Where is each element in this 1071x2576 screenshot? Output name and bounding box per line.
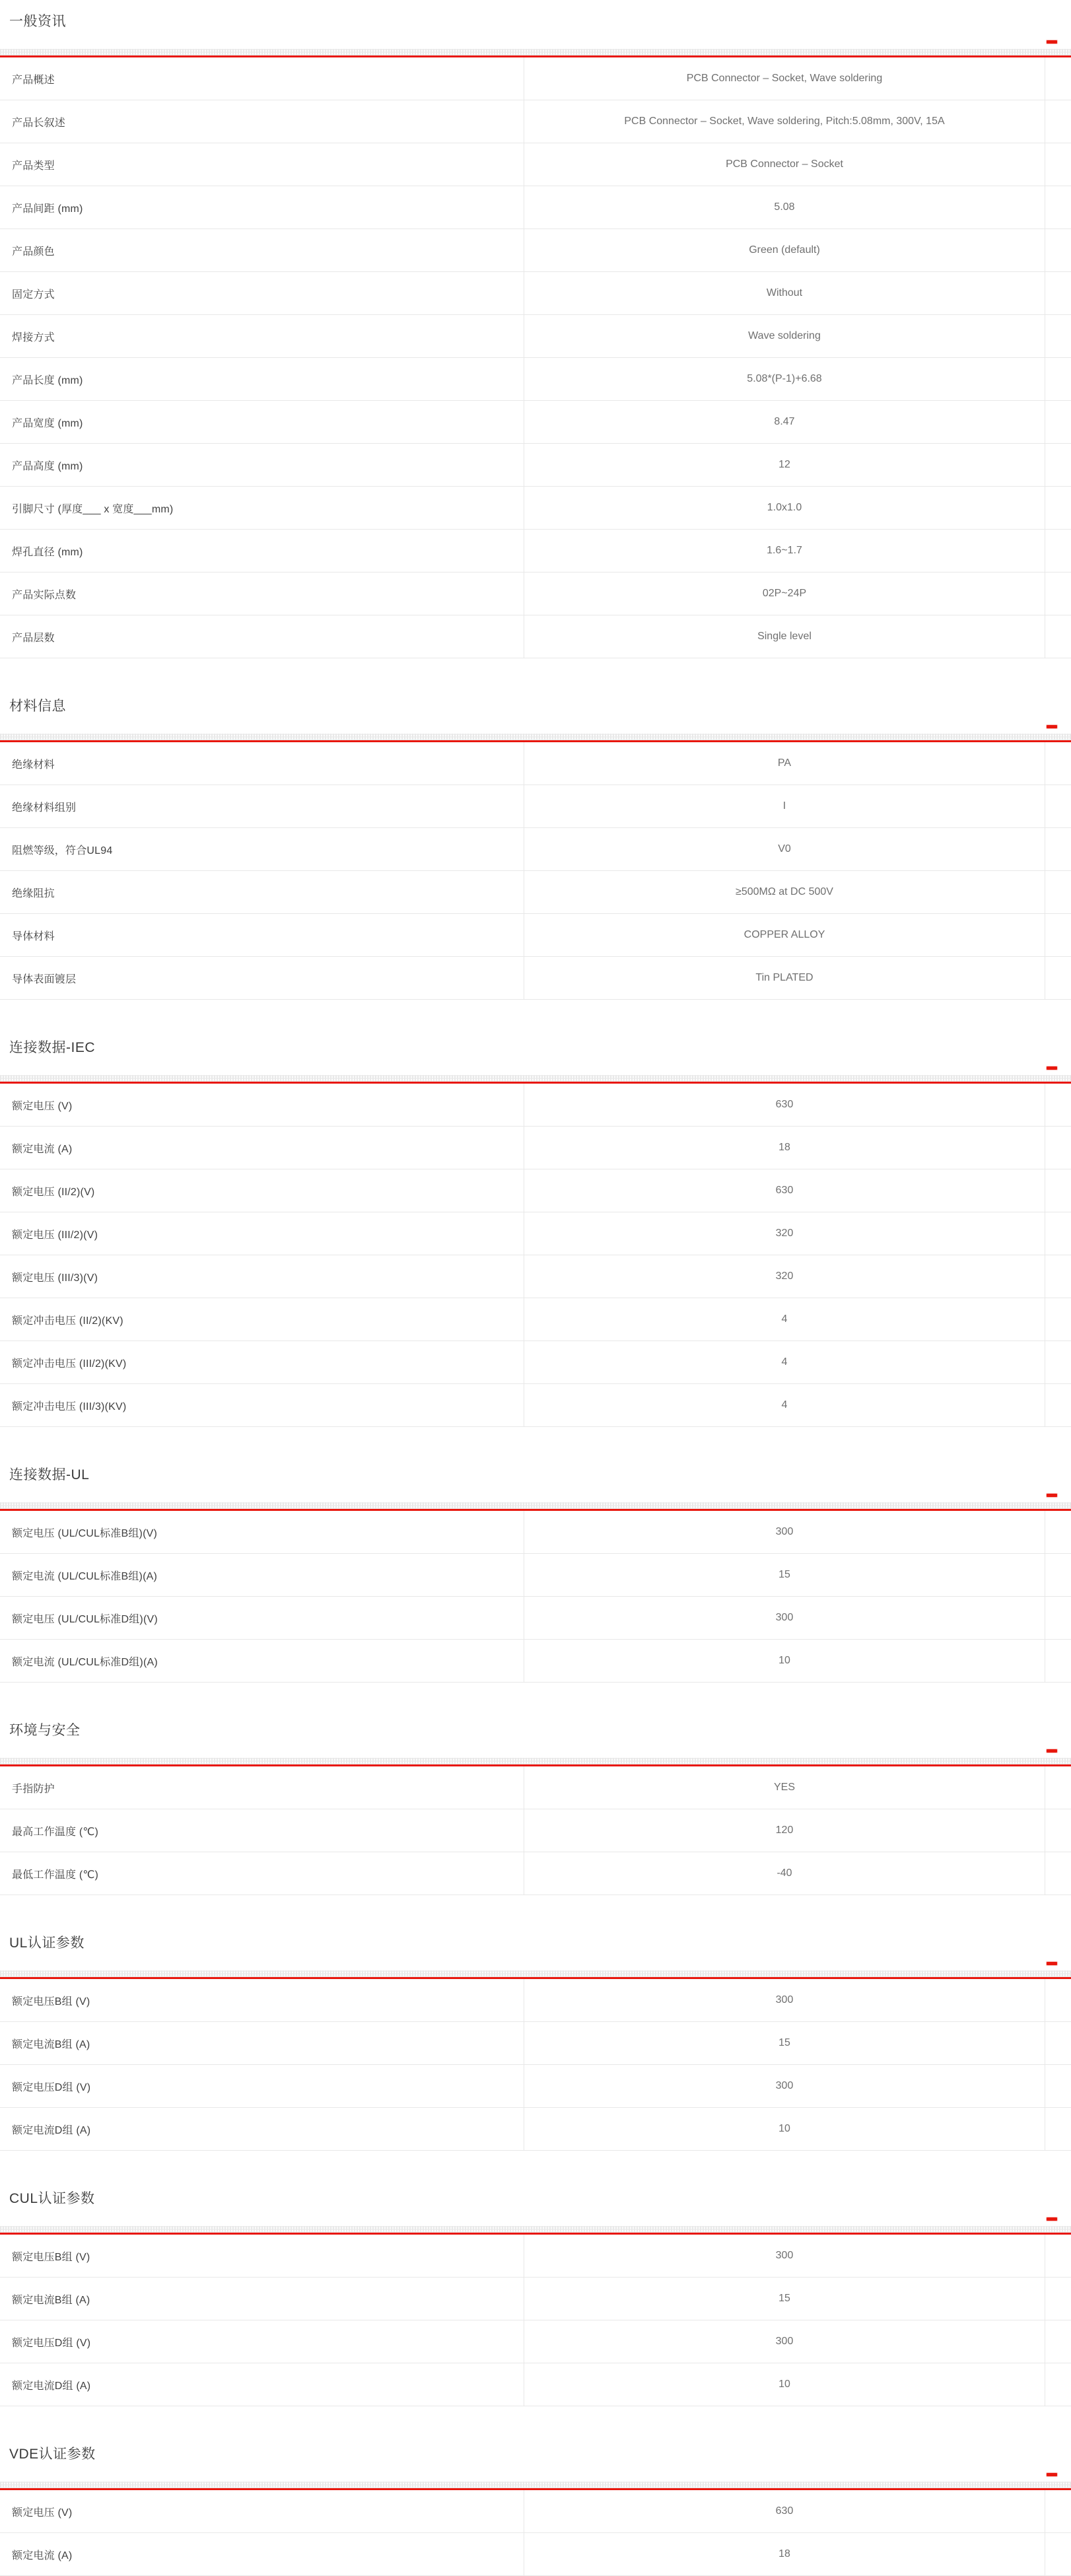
table-row <box>0 2363 1071 2406</box>
collapse-section-button[interactable] <box>1047 1066 1057 1070</box>
spec-table <box>0 2235 1071 2406</box>
section-header <box>0 2443 1071 2482</box>
table-row <box>0 957 1071 1000</box>
row-label: 额定电压D组 (V) <box>0 2320 524 2363</box>
row-value: Single level <box>524 615 1045 658</box>
row-label: 额定电压 (V) <box>0 1084 524 1127</box>
row-value: 320 <box>524 1212 1045 1255</box>
table-row <box>0 186 1071 229</box>
row-spacer <box>1045 143 1071 186</box>
row-value: Green (default) <box>524 229 1045 272</box>
table-row <box>0 871 1071 914</box>
row-spacer <box>1045 2108 1071 2151</box>
row-label: 额定电流 (A) <box>0 2533 524 2576</box>
table-row <box>0 2022 1071 2065</box>
row-label: 产品长度 (mm) <box>0 358 524 401</box>
section-header <box>0 1932 1071 1970</box>
row-value: Wave soldering <box>524 315 1045 358</box>
row-value: Tin PLATED <box>524 957 1045 1000</box>
row-spacer <box>1045 2235 1071 2278</box>
row-label: 额定电压 (V) <box>0 2490 524 2533</box>
row-spacer <box>1045 2065 1071 2108</box>
row-label: 产品长叙述 <box>0 100 524 143</box>
row-label: 额定电压B组 (V) <box>0 2235 524 2278</box>
row-label: 最低工作温度 (℃) <box>0 1852 524 1895</box>
row-label: 额定冲击电压 (III/2)(KV) <box>0 1341 524 1384</box>
table-row <box>0 1766 1071 1809</box>
row-label: 绝缘材料组别 <box>0 785 524 828</box>
spec-table <box>0 2490 1071 2576</box>
table-row <box>0 1084 1071 1127</box>
section-divider-rule <box>0 2482 1071 2490</box>
spec-section <box>0 2188 1071 2406</box>
table-row <box>0 2278 1071 2320</box>
row-label: 额定电压 (III/2)(V) <box>0 1212 524 1255</box>
row-spacer <box>1045 742 1071 785</box>
row-spacer <box>1045 785 1071 828</box>
section-header <box>0 1464 1071 1502</box>
spec-section <box>0 0 1071 658</box>
row-value: 320 <box>524 1255 1045 1298</box>
spec-section <box>0 1932 1071 2151</box>
row-value: -40 <box>524 1852 1045 1895</box>
table-row <box>0 315 1071 358</box>
row-value: 630 <box>524 1084 1045 1127</box>
spec-section <box>0 1464 1071 1683</box>
row-value: 300 <box>524 1597 1045 1640</box>
row-label: 额定冲击电压 (II/2)(KV) <box>0 1298 524 1341</box>
row-spacer <box>1045 1852 1071 1895</box>
row-label: 产品高度 (mm) <box>0 444 524 487</box>
collapse-section-button[interactable] <box>1047 40 1057 44</box>
row-value: 10 <box>524 2363 1045 2406</box>
table-row <box>0 914 1071 957</box>
collapse-section-button[interactable] <box>1047 2217 1057 2221</box>
row-value: 12 <box>524 444 1045 487</box>
row-label: 绝缘阻抗 <box>0 871 524 914</box>
table-row <box>0 1979 1071 2022</box>
row-label: 额定电流D组 (A) <box>0 2108 524 2151</box>
row-value: PCB Connector – Socket, Wave soldering <box>524 57 1045 100</box>
table-row <box>0 1384 1071 1427</box>
row-label: 额定冲击电压 (III/3)(KV) <box>0 1384 524 1427</box>
row-label: 额定电流B组 (A) <box>0 2022 524 2065</box>
table-row <box>0 2108 1071 2151</box>
section-title: 环境与安全 <box>9 1721 1071 1741</box>
row-spacer <box>1045 100 1071 143</box>
row-spacer <box>1045 2320 1071 2363</box>
collapse-section-button[interactable] <box>1047 1749 1057 1753</box>
row-spacer <box>1045 1169 1071 1212</box>
row-value: 4 <box>524 1298 1045 1341</box>
row-value: 5.08 <box>524 186 1045 229</box>
row-label: 导体表面镀层 <box>0 957 524 1000</box>
row-spacer <box>1045 1640 1071 1683</box>
section-divider-rule <box>0 1502 1071 1511</box>
row-label: 焊接方式 <box>0 315 524 358</box>
row-label: 额定电压 (III/3)(V) <box>0 1255 524 1298</box>
collapse-section-button[interactable] <box>1047 1962 1057 1965</box>
row-spacer <box>1045 573 1071 615</box>
row-value: 630 <box>524 2490 1045 2533</box>
row-spacer <box>1045 2278 1071 2320</box>
row-spacer <box>1045 1298 1071 1341</box>
row-spacer <box>1045 2363 1071 2406</box>
row-value: 630 <box>524 1169 1045 1212</box>
row-value: 15 <box>524 2278 1045 2320</box>
row-spacer <box>1045 1341 1071 1384</box>
row-label: 额定电压 (UL/CUL标准D组)(V) <box>0 1597 524 1640</box>
row-label: 固定方式 <box>0 272 524 315</box>
section-title: UL认证参数 <box>9 1933 1071 1953</box>
row-value: I <box>524 785 1045 828</box>
table-row <box>0 1597 1071 1640</box>
section-divider-rule <box>0 1758 1071 1766</box>
table-row <box>0 2490 1071 2533</box>
table-row <box>0 1852 1071 1895</box>
row-spacer <box>1045 1766 1071 1809</box>
row-value: 4 <box>524 1384 1045 1427</box>
row-label: 产品宽度 (mm) <box>0 401 524 444</box>
row-label: 额定电流 (UL/CUL标准B组)(A) <box>0 1554 524 1597</box>
section-header <box>0 2188 1071 2226</box>
row-value: 1.0x1.0 <box>524 487 1045 530</box>
row-spacer <box>1045 2533 1071 2576</box>
row-spacer <box>1045 530 1071 573</box>
row-value: YES <box>524 1766 1045 1809</box>
row-spacer <box>1045 1511 1071 1554</box>
row-value: PCB Connector – Socket <box>524 143 1045 186</box>
row-spacer <box>1045 615 1071 658</box>
section-divider-rule <box>0 1970 1071 1979</box>
spec-table <box>0 1979 1071 2151</box>
row-value: 18 <box>524 1127 1045 1169</box>
spec-section <box>0 695 1071 1000</box>
row-label: 手指防护 <box>0 1766 524 1809</box>
table-row <box>0 1298 1071 1341</box>
section-title: 一般资讯 <box>9 12 1071 32</box>
spec-section <box>0 1037 1071 1427</box>
row-value: 10 <box>524 2108 1045 2151</box>
row-spacer <box>1045 57 1071 100</box>
row-value: 300 <box>524 2065 1045 2108</box>
row-spacer <box>1045 1809 1071 1852</box>
row-spacer <box>1045 401 1071 444</box>
row-spacer <box>1045 2022 1071 2065</box>
row-spacer <box>1045 1212 1071 1255</box>
section-title: VDE认证参数 <box>9 2445 1071 2464</box>
spec-section <box>0 2443 1071 2576</box>
table-row <box>0 828 1071 871</box>
spec-table <box>0 1766 1071 1895</box>
spec-table <box>0 1084 1071 1427</box>
row-value: 10 <box>524 1640 1045 1683</box>
row-value: 02P~24P <box>524 573 1045 615</box>
row-spacer <box>1045 229 1071 272</box>
row-value: 15 <box>524 2022 1045 2065</box>
table-row <box>0 785 1071 828</box>
row-label: 绝缘材料 <box>0 742 524 785</box>
row-label: 额定电流 (UL/CUL标准D组)(A) <box>0 1640 524 1683</box>
collapse-section-button[interactable] <box>1047 2473 1057 2476</box>
row-label: 产品类型 <box>0 143 524 186</box>
table-row <box>0 143 1071 186</box>
row-spacer <box>1045 914 1071 957</box>
table-row <box>0 615 1071 658</box>
section-title: CUL认证参数 <box>9 2189 1071 2209</box>
row-label: 产品间距 (mm) <box>0 186 524 229</box>
row-label: 导体材料 <box>0 914 524 957</box>
collapse-section-button[interactable] <box>1047 1494 1057 1497</box>
row-label: 额定电流D组 (A) <box>0 2363 524 2406</box>
row-value: 5.08*(P-1)+6.68 <box>524 358 1045 401</box>
row-value: 120 <box>524 1809 1045 1852</box>
row-value: ≥500MΩ at DC 500V <box>524 871 1045 914</box>
row-spacer <box>1045 1979 1071 2022</box>
table-row <box>0 1809 1071 1852</box>
row-spacer <box>1045 315 1071 358</box>
row-spacer <box>1045 871 1071 914</box>
row-label: 阻燃等级，符合UL94 <box>0 828 524 871</box>
section-title: 材料信息 <box>9 697 1071 716</box>
row-value: COPPER ALLOY <box>524 914 1045 957</box>
row-spacer <box>1045 358 1071 401</box>
table-row <box>0 530 1071 573</box>
row-value: 4 <box>524 1341 1045 1384</box>
row-spacer <box>1045 828 1071 871</box>
row-value: PA <box>524 742 1045 785</box>
row-spacer <box>1045 1255 1071 1298</box>
table-row <box>0 57 1071 100</box>
section-title: 连接数据-UL <box>9 1465 1071 1485</box>
section-header <box>0 0 1071 49</box>
section-header <box>0 1720 1071 1758</box>
table-row <box>0 1255 1071 1298</box>
row-value: 300 <box>524 1511 1045 1554</box>
row-spacer <box>1045 1554 1071 1597</box>
table-row <box>0 229 1071 272</box>
spec-table <box>0 57 1071 658</box>
table-row <box>0 742 1071 785</box>
row-value: V0 <box>524 828 1045 871</box>
row-spacer <box>1045 444 1071 487</box>
row-value: 1.6~1.7 <box>524 530 1045 573</box>
table-row <box>0 272 1071 315</box>
row-label: 焊孔直径 (mm) <box>0 530 524 573</box>
table-row <box>0 1640 1071 1683</box>
row-label: 引脚尺寸 (厚度___ x 宽度___mm) <box>0 487 524 530</box>
row-value: 300 <box>524 2320 1045 2363</box>
row-spacer <box>1045 186 1071 229</box>
table-row <box>0 401 1071 444</box>
row-label: 额定电压 (UL/CUL标准B组)(V) <box>0 1511 524 1554</box>
section-title: 连接数据-IEC <box>9 1038 1071 1058</box>
row-spacer <box>1045 2490 1071 2533</box>
section-divider-rule <box>0 49 1071 57</box>
row-label: 额定电压D组 (V) <box>0 2065 524 2108</box>
row-spacer <box>1045 1084 1071 1127</box>
spec-table <box>0 742 1071 1000</box>
table-row <box>0 573 1071 615</box>
section-divider-rule <box>0 1075 1071 1084</box>
row-value: 18 <box>524 2533 1045 2576</box>
collapse-section-button[interactable] <box>1047 725 1057 728</box>
row-label: 额定电压B组 (V) <box>0 1979 524 2022</box>
row-label: 额定电压 (II/2)(V) <box>0 1169 524 1212</box>
table-row <box>0 100 1071 143</box>
row-label: 产品实际点数 <box>0 573 524 615</box>
section-divider-rule <box>0 2226 1071 2235</box>
table-row <box>0 358 1071 401</box>
row-spacer <box>1045 1127 1071 1169</box>
table-row <box>0 1511 1071 1554</box>
table-row <box>0 1212 1071 1255</box>
section-header <box>0 1037 1071 1075</box>
table-row <box>0 2320 1071 2363</box>
spec-table <box>0 1511 1071 1683</box>
table-row <box>0 2235 1071 2278</box>
table-row <box>0 1127 1071 1169</box>
row-label: 产品颜色 <box>0 229 524 272</box>
table-row <box>0 2065 1071 2108</box>
row-label: 额定电流 (A) <box>0 1127 524 1169</box>
table-row <box>0 487 1071 530</box>
row-label: 产品层数 <box>0 615 524 658</box>
table-row <box>0 1169 1071 1212</box>
spec-section <box>0 1720 1071 1895</box>
row-spacer <box>1045 1597 1071 1640</box>
row-label: 产品概述 <box>0 57 524 100</box>
row-spacer <box>1045 272 1071 315</box>
row-value: 8.47 <box>524 401 1045 444</box>
row-value: 15 <box>524 1554 1045 1597</box>
row-value: 300 <box>524 1979 1045 2022</box>
row-value: 300 <box>524 2235 1045 2278</box>
row-value: Without <box>524 272 1045 315</box>
row-spacer <box>1045 1384 1071 1427</box>
row-value: PCB Connector – Socket, Wave soldering, Pitch:5.08mm, 300V, 15A <box>524 100 1045 143</box>
table-row <box>0 2533 1071 2576</box>
row-spacer <box>1045 957 1071 1000</box>
row-label: 最高工作温度 (℃) <box>0 1809 524 1852</box>
section-divider-rule <box>0 734 1071 742</box>
row-spacer <box>1045 487 1071 530</box>
section-header <box>0 695 1071 734</box>
table-row <box>0 1341 1071 1384</box>
row-label: 额定电流B组 (A) <box>0 2278 524 2320</box>
table-row <box>0 1554 1071 1597</box>
table-row <box>0 444 1071 487</box>
